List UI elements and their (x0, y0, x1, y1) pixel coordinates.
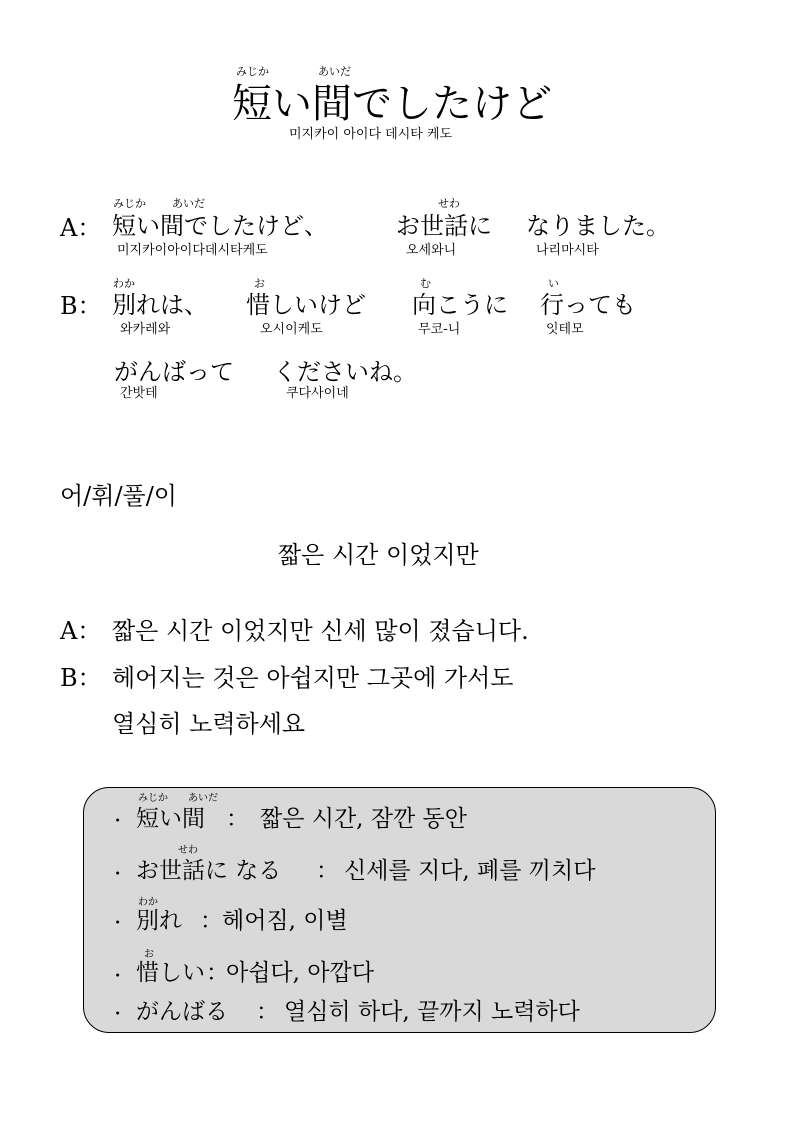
vocab-separator: ： (226, 806, 249, 832)
dialogue-b-reading5: 간밧테 (120, 386, 158, 401)
dialogue-a-ruby-mijika: みじか (113, 197, 146, 210)
dialogue-b-part6: くださいね。 (273, 358, 417, 386)
vocab-bullet: · (114, 1001, 122, 1027)
vocab-meaning: 아쉽다, 아깝다 (226, 960, 374, 986)
translation-a-label: A： (60, 617, 102, 645)
vocab-separator: ： (316, 858, 339, 884)
dialogue-a-reading1: 미지카이아이다데시타케도 (117, 243, 268, 258)
translation-title: 짧은 시간 이었지만 (278, 541, 479, 569)
dialogue-b-reading2: 오시이케도 (260, 322, 323, 337)
vocab-term: がんばる (136, 999, 228, 1025)
vocab-bullet: · (114, 963, 122, 989)
vocab-term: 別れ (136, 908, 182, 934)
dialogue-b-part4: 行っても (540, 291, 636, 319)
dialogue-a-reading2: 오세와니 (406, 243, 457, 258)
vocab-ruby: お (144, 949, 154, 960)
dialogue-b-reading6: 쿠다사이네 (286, 386, 349, 401)
vocab-meaning: 신세를 지다, 폐를 끼치다 (344, 858, 596, 884)
dialogue-a-ruby-aida: あいだ (172, 197, 205, 210)
dialogue-a-part3: なりました。 (526, 212, 670, 240)
vocab-bullet: · (114, 910, 122, 936)
vocab-ruby: わか (138, 897, 158, 908)
dialogue-b-part5: がんばって (114, 358, 234, 386)
page-title: 短い間でしたけど (232, 81, 552, 127)
title-ruby-aida: あいだ (318, 65, 351, 78)
vocab-bullet: · (114, 861, 122, 887)
translation-b-text2: 열심히 노력하세요 (112, 710, 306, 738)
dialogue-b-reading1: 와카레와 (120, 322, 171, 337)
vocab-term: 惜しい (136, 960, 205, 986)
translation-a-text: 짧은 시간 이었지만 신세 많이 졌습니다. (112, 617, 529, 645)
vocab-meaning: 열심히 하다, 끝까지 노력하다 (284, 999, 580, 1025)
dialogue-a-part1: 短い間でしたけど、 (112, 212, 328, 240)
translation-b-text1: 헤어지는 것은 아쉽지만 그곳에 가서도 (112, 664, 514, 692)
dialogue-b-label: B： (60, 292, 102, 320)
translation-b-label: B： (60, 664, 102, 692)
vocab-ruby: あいだ (188, 793, 218, 804)
dialogue-a-ruby-sewa: せわ (438, 197, 460, 210)
dialogue-a-reading3: 나리마시타 (536, 243, 599, 258)
vocab-meaning: 짧은 시간, 잠깐 동안 (260, 806, 467, 832)
dialogue-b-reading3: 무코-니 (418, 322, 461, 337)
dialogue-a-part2: お世話に (396, 212, 492, 240)
dialogue-b-ruby-i: い (548, 277, 559, 290)
vocab-separator: ： (200, 908, 223, 934)
dialogue-a-label: A： (60, 214, 102, 242)
vocab-ruby: みじか (138, 793, 168, 804)
dialogue-b-part1: 別れは、 (112, 291, 208, 319)
vocab-ruby: せわ (178, 845, 198, 856)
dialogue-b-ruby-o: お (254, 277, 265, 290)
vocab-separator: ： (256, 999, 279, 1025)
title-reading: 미지카이 아이다 데시타 케도 (289, 127, 453, 142)
vocab-bullet: · (114, 808, 122, 834)
vocab-separator: ： (206, 960, 229, 986)
dialogue-b-part3: 向こうに (412, 291, 508, 319)
dialogue-b-ruby-mu: む (420, 277, 431, 290)
vocab-term: 短い間 (136, 806, 205, 832)
vocab-heading: 어/휘/풀/이 (60, 482, 177, 510)
title-ruby-mijika: みじか (236, 65, 269, 78)
dialogue-b-ruby-waka: わか (113, 277, 135, 290)
dialogue-b-part2: 惜しいけど (246, 291, 366, 319)
vocab-meaning: 헤어짐, 이별 (222, 908, 348, 934)
vocab-term: お世話に なる (136, 858, 282, 884)
dialogue-b-reading4: 잇테모 (546, 322, 584, 337)
